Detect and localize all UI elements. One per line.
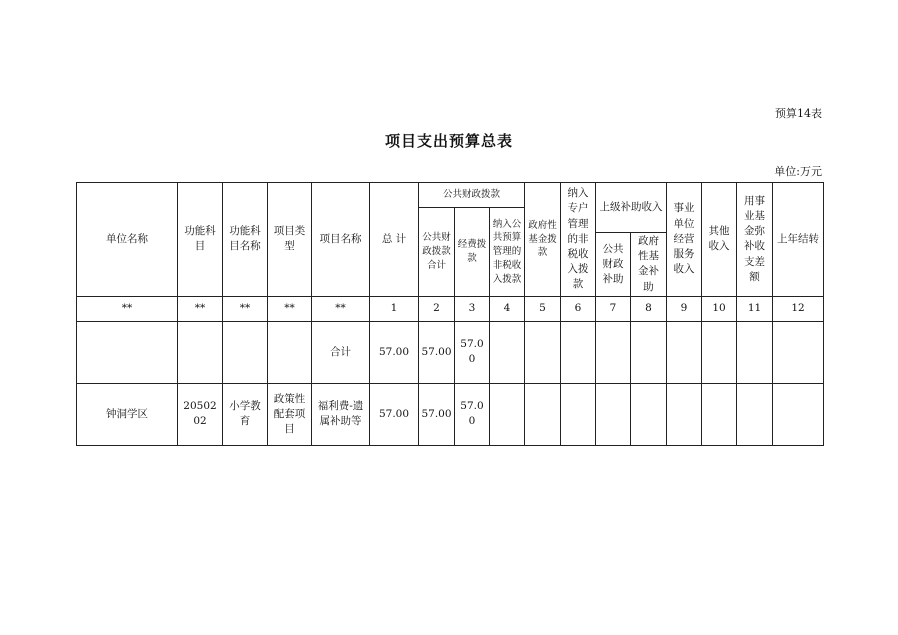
index-cell: ** (312, 296, 370, 321)
index-cell: 12 (773, 296, 824, 321)
index-cell: ** (77, 296, 178, 321)
row-project-name: 福利费-遗属补助等 (312, 383, 370, 445)
header-func-name: 功能科目名称 (223, 183, 268, 297)
row-cell (525, 383, 561, 445)
sum-cell (490, 321, 525, 383)
row-project-type: 政策性配套项目 (268, 383, 312, 445)
header-superior-subsidy: 上级补助收入 (596, 183, 667, 233)
header-fund-balance: 用事业基金弥补收支差额 (737, 183, 773, 297)
header-project-name: 项目名称 (312, 183, 370, 297)
header-other-income: 其他收入 (702, 183, 737, 297)
index-cell: 7 (596, 296, 631, 321)
sum-row (77, 321, 824, 383)
row-pf-total: 57.00 (419, 383, 455, 445)
index-cell: 6 (561, 296, 596, 321)
sum-cell (525, 321, 561, 383)
row-func-code: 2050202 (178, 383, 223, 445)
index-cell: 11 (737, 296, 773, 321)
sum-total: 57.00 (370, 321, 419, 383)
page-label: 预算14表 (775, 107, 822, 120)
sum-pf-funds: 57.00 (455, 321, 490, 383)
index-cell: ** (223, 296, 268, 321)
header-project-type: 项目类型 (268, 183, 312, 297)
header-pf-total: 公共财政拨款合计 (419, 208, 455, 297)
row-cell (596, 383, 631, 445)
sum-cell (77, 321, 178, 383)
sum-cell (631, 321, 667, 383)
row-cell (667, 383, 702, 445)
header-unit-name: 单位名称 (77, 183, 178, 297)
row-cell (490, 383, 525, 445)
sum-cell (561, 321, 596, 383)
row-unit-name: 钟洞学区 (77, 383, 178, 445)
header-last-year: 上年结转 (773, 183, 824, 297)
row-func-name: 小学教育 (223, 383, 268, 445)
budget-table (76, 182, 824, 446)
header-public-finance: 公共财政拨款 (419, 183, 525, 208)
sum-label: 合计 (312, 321, 370, 383)
sum-cell (702, 321, 737, 383)
header-func-code: 功能科目 (178, 183, 223, 297)
index-cell: 1 (370, 296, 419, 321)
row-cell (631, 383, 667, 445)
header-row-1 (77, 183, 824, 208)
header-business-income: 事业单位经营服务收入 (667, 183, 702, 297)
sum-cell (223, 321, 268, 383)
sum-cell (737, 321, 773, 383)
row-cell (737, 383, 773, 445)
index-cell: 2 (419, 296, 455, 321)
row-pf-funds: 57.00 (455, 383, 490, 445)
row-total: 57.00 (370, 383, 419, 445)
row-cell (773, 383, 824, 445)
header-pf-funds: 经费拨款 (455, 208, 490, 297)
unit-label: 单位:万元 (774, 165, 822, 178)
sum-cell (667, 321, 702, 383)
sum-cell (268, 321, 312, 383)
sum-cell (178, 321, 223, 383)
index-cell: 9 (667, 296, 702, 321)
row-cell (702, 383, 737, 445)
header-gov-fund: 政府性基金拨款 (525, 183, 561, 297)
header-sup-public: 公共财政补助 (596, 233, 631, 297)
row-cell (561, 383, 596, 445)
index-cell: 8 (631, 296, 667, 321)
index-cell: 5 (525, 296, 561, 321)
index-cell: 3 (455, 296, 490, 321)
index-cell: ** (268, 296, 312, 321)
header-total: 总 计 (370, 183, 419, 297)
sum-cell (596, 321, 631, 383)
index-cell: 10 (702, 296, 737, 321)
header-sup-gov: 政府性基金补助 (631, 233, 667, 297)
page-title: 项目支出预算总表 (384, 132, 513, 150)
index-cell: ** (178, 296, 223, 321)
sum-cell (773, 321, 824, 383)
table-row (77, 383, 824, 445)
header-pf-nontax: 纳入公共预算管理的非税收入拨款 (490, 208, 525, 297)
index-row (77, 296, 824, 321)
sum-pf-total: 57.00 (419, 321, 455, 383)
index-cell: 4 (490, 296, 525, 321)
header-special-nontax: 纳入专户管理的非税收入拨款 (561, 183, 596, 297)
